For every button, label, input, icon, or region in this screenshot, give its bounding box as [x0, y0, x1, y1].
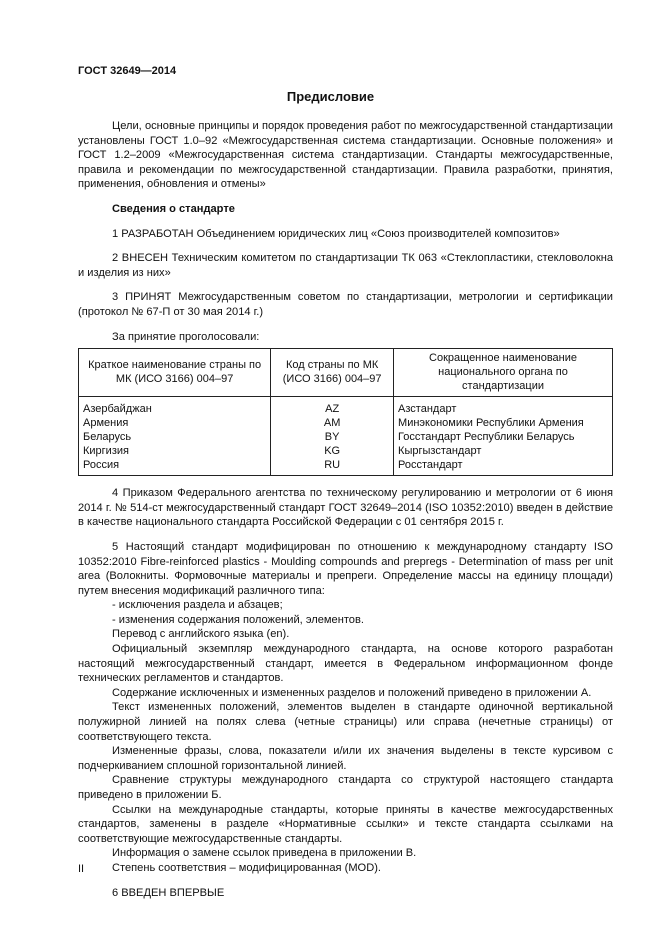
table-row [79, 444, 613, 458]
country-cell: Киргизия [79, 444, 271, 458]
code-cell: KG [271, 444, 394, 458]
table-header-country: Краткое наименование страны по МК (ИСО 3166) 004–97 [79, 349, 271, 397]
table-header-row [79, 349, 613, 397]
item-5-block [78, 540, 613, 876]
item-6-paragraph: 6 ВВЕДЕН ВПЕРВЫЕ [112, 886, 225, 899]
appendix-b-note: Сравнение структуры международного стандарта со структурой настоящего стандарта приведено в приложении Б. [78, 774, 613, 801]
list-item: - исключения раздела и абзацев; [112, 599, 283, 612]
appendix-a-note: Содержание исключенных и измененных разделов и положений приведено в приложении А. [112, 686, 592, 699]
country-cell: Азербайджан [79, 397, 271, 417]
code-cell: RU [271, 458, 394, 476]
italic-note: Измененные фразы, слова, показатели и/или их значения выделены в тексте курсивом с подчеркиванием сплошной горизонтальной линией. [78, 745, 613, 772]
code-cell: AM [271, 416, 394, 430]
item-1-paragraph: 1 РАЗРАБОТАН Объединением юридических лиц «Союз производителей композитов» [112, 227, 560, 240]
item-2-paragraph: 2 ВНЕСЕН Техническим комитетом по стандартизации ТК 063 «Стеклопластики, стекловолокна и изделия из них» [78, 252, 613, 279]
country-cell: Армения [79, 416, 271, 430]
votes-intro: За принятие проголосовали: [112, 330, 260, 343]
changed-text-note: Текст измененных положений, элементов выделен в стандарте одиночной вертикальной полужирной линией на полях слева (четные страницы) или справа (нечетные страницы) от соответствующего текста. [78, 701, 613, 743]
references-note: Ссылки на международные стандарты, которые приняты в качестве межгосударственных стандартов, заменены в разделе «Нормативные ссылки» и тексте стандарта ссылками на соответствующие межгосударственные стандарты. [78, 803, 613, 845]
votes-table [78, 348, 613, 476]
section-subheading: Сведения о стандарте [112, 202, 235, 215]
conformity-note: Степень соответствия – модифицированная (MOD). [112, 861, 381, 874]
table-row [79, 458, 613, 476]
body-cell: Госстандарт Республики Беларусь [394, 430, 613, 444]
item-3-paragraph: 3 ПРИНЯТ Межгосударственным советом по стандартизации, метрологии и сертификации (протокол № 67-П от 30 мая 2014 г.) [78, 291, 613, 318]
page-title: Предисловие [286, 89, 375, 104]
country-cell: Беларусь [79, 430, 271, 444]
foreword-body [78, 119, 613, 910]
body-cell: Росстандарт [394, 458, 613, 476]
item-4-paragraph: 4 Приказом Федерального агентства по техническому регулированию и метрологии от 6 июня 2014 г. № 514-ст межгосударственный стандарт ГОСТ 32649–2014 (ISO 10352:2010) введен в действие в качестве национального стандарта Российской Федерации с 01 сентября 2015 г. [78, 487, 613, 529]
table-header-body: Сокращенное наименование национального органа по стандартизации [394, 349, 613, 397]
code-cell: AZ [271, 397, 394, 417]
list-item: - изменения содержания положений, элементов. [112, 613, 364, 626]
body-cell: Азстандарт [394, 397, 613, 417]
page-number: II [78, 863, 85, 875]
intro-paragraph: Цели, основные принципы и порядок проведения работ по межгосударственной стандартизации установлены ГОСТ 1.0–92 «Межгосударственная система стандартизации. Основные положения» и ГОСТ 1.2–2009 «Межгосударственная система стандартизации. Стандарты межгосударственные, правила и рекомендации по межгосударственной стандартизации. Правила разработки, принятия, применения, обновления и отмены» [78, 120, 613, 191]
body-cell: Кыргызстандарт [394, 444, 613, 458]
doc-code: ГОСТ 32649—2014 [78, 65, 177, 77]
item-5-paragraph: 5 Настоящий стандарт модифицирован по отношению к международному стандарту ISO 10352:2010 Fibre-reinforced plastics - Moulding compounds and prepregs - Determination of mass per unit area (Волокниты. Формовочные материалы и препреги. Определение массы на единицу площади) путем внесения модификаций различного типа: [78, 540, 613, 597]
translation-note: Перевод с английского языка (en). [112, 628, 290, 641]
table-row [79, 397, 613, 417]
body-cell: Минэкономики Республики Армения [394, 416, 613, 430]
code-cell: BY [271, 430, 394, 444]
table-row [79, 416, 613, 430]
country-cell: Россия [79, 458, 271, 476]
official-copy-note: Официальный экземпляр международного стандарта, на основе которого разработан настоящий межгосударственный стандарт, имеется в Федеральном информационном фонде технических регламентов и стандартов. [78, 643, 613, 685]
table-row [79, 430, 613, 444]
table-header-code: Код страны по МК (ИСО 3166) 004–97 [271, 349, 394, 397]
appendix-c-note: Информация о замене ссылок приведена в приложении В. [112, 847, 417, 860]
